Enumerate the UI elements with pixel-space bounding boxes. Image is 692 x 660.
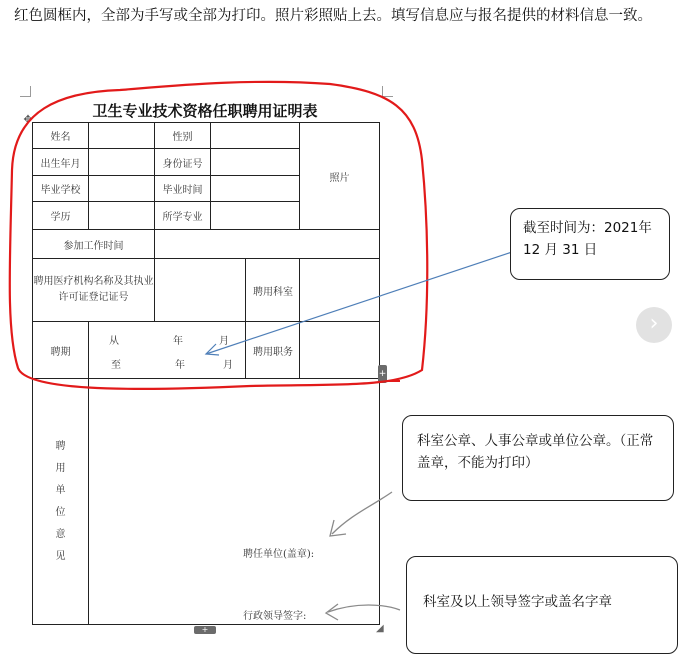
label-institution: 聘用医疗机构名称及其执业许可证登记证号 [33,259,155,322]
page-corner-marker [20,86,31,97]
seal-callout: 科室公章、人事公章或单位公章。（正常盖章，不能为打印） [402,415,674,501]
next-arrow-icon[interactable]: › [636,307,672,343]
field-gender[interactable] [211,123,300,149]
add-row-handle-icon[interactable]: + [378,365,387,383]
field-department[interactable] [300,259,380,322]
label-name: 姓名 [33,123,89,149]
certificate-form-table [32,122,380,625]
field-period[interactable] [89,322,300,379]
field-name[interactable] [89,123,155,149]
field-grad-time[interactable] [211,176,300,202]
field-major[interactable] [211,202,300,230]
period-to: 至 [111,360,121,371]
label-major: 所学专业 [155,202,211,230]
label-gender: 性别 [155,123,211,149]
label-period: 聘期 [33,322,89,379]
add-column-handle-icon[interactable]: + [194,626,216,634]
table-resize-handle-icon[interactable]: ◢ [376,623,384,634]
period-from-year: 年 [173,336,183,347]
photo-cell[interactable]: 照片 [300,123,380,230]
field-institution[interactable] [155,259,300,322]
deadline-callout: 截至时间为：2021年 12 月 31 日 [510,208,670,280]
unit-seal-line: 聘任单位(盖章): [243,549,315,560]
form-title: 卫生专业技术资格任职聘用证明表 [92,102,318,120]
table-move-handle-icon[interactable]: ✥ [23,113,33,126]
period-from: 从 [109,336,119,347]
period-to-month: 月 [223,360,233,371]
field-school[interactable] [89,176,155,202]
label-work-start: 参加工作时间 [33,230,155,259]
period-from-month: 月 [219,336,229,347]
label-education: 学历 [33,202,89,230]
label-id-number: 身份证号 [155,149,211,176]
label-opinion [33,379,89,625]
label-grad-time: 毕业时间 [155,176,211,202]
field-position[interactable] [300,322,380,379]
field-birth[interactable] [89,149,155,176]
label-school: 毕业学校 [33,176,89,202]
intro-text: 红色圆框内，全部为手写或全部为打印。照片彩照贴上去。填写信息应与报名提供的材料信息一致。 [14,8,652,24]
field-education[interactable] [89,202,155,230]
field-opinion[interactable] [89,379,380,625]
page-corner-marker [382,86,393,97]
field-id-number[interactable] [211,149,300,176]
label-birth: 出生年月 [33,149,89,176]
leader-sign-line: 行政领导签字: [243,611,307,622]
leader-callout: 科室及以上领导签字或盖名字章 [406,556,678,654]
label-position: 聘用职务 [245,322,300,378]
period-to-year: 年 [175,360,185,371]
opinion-vertical-label: 聘用单位意见 [55,440,66,562]
field-work-start[interactable] [155,230,380,259]
label-department: 聘用科室 [245,259,300,321]
